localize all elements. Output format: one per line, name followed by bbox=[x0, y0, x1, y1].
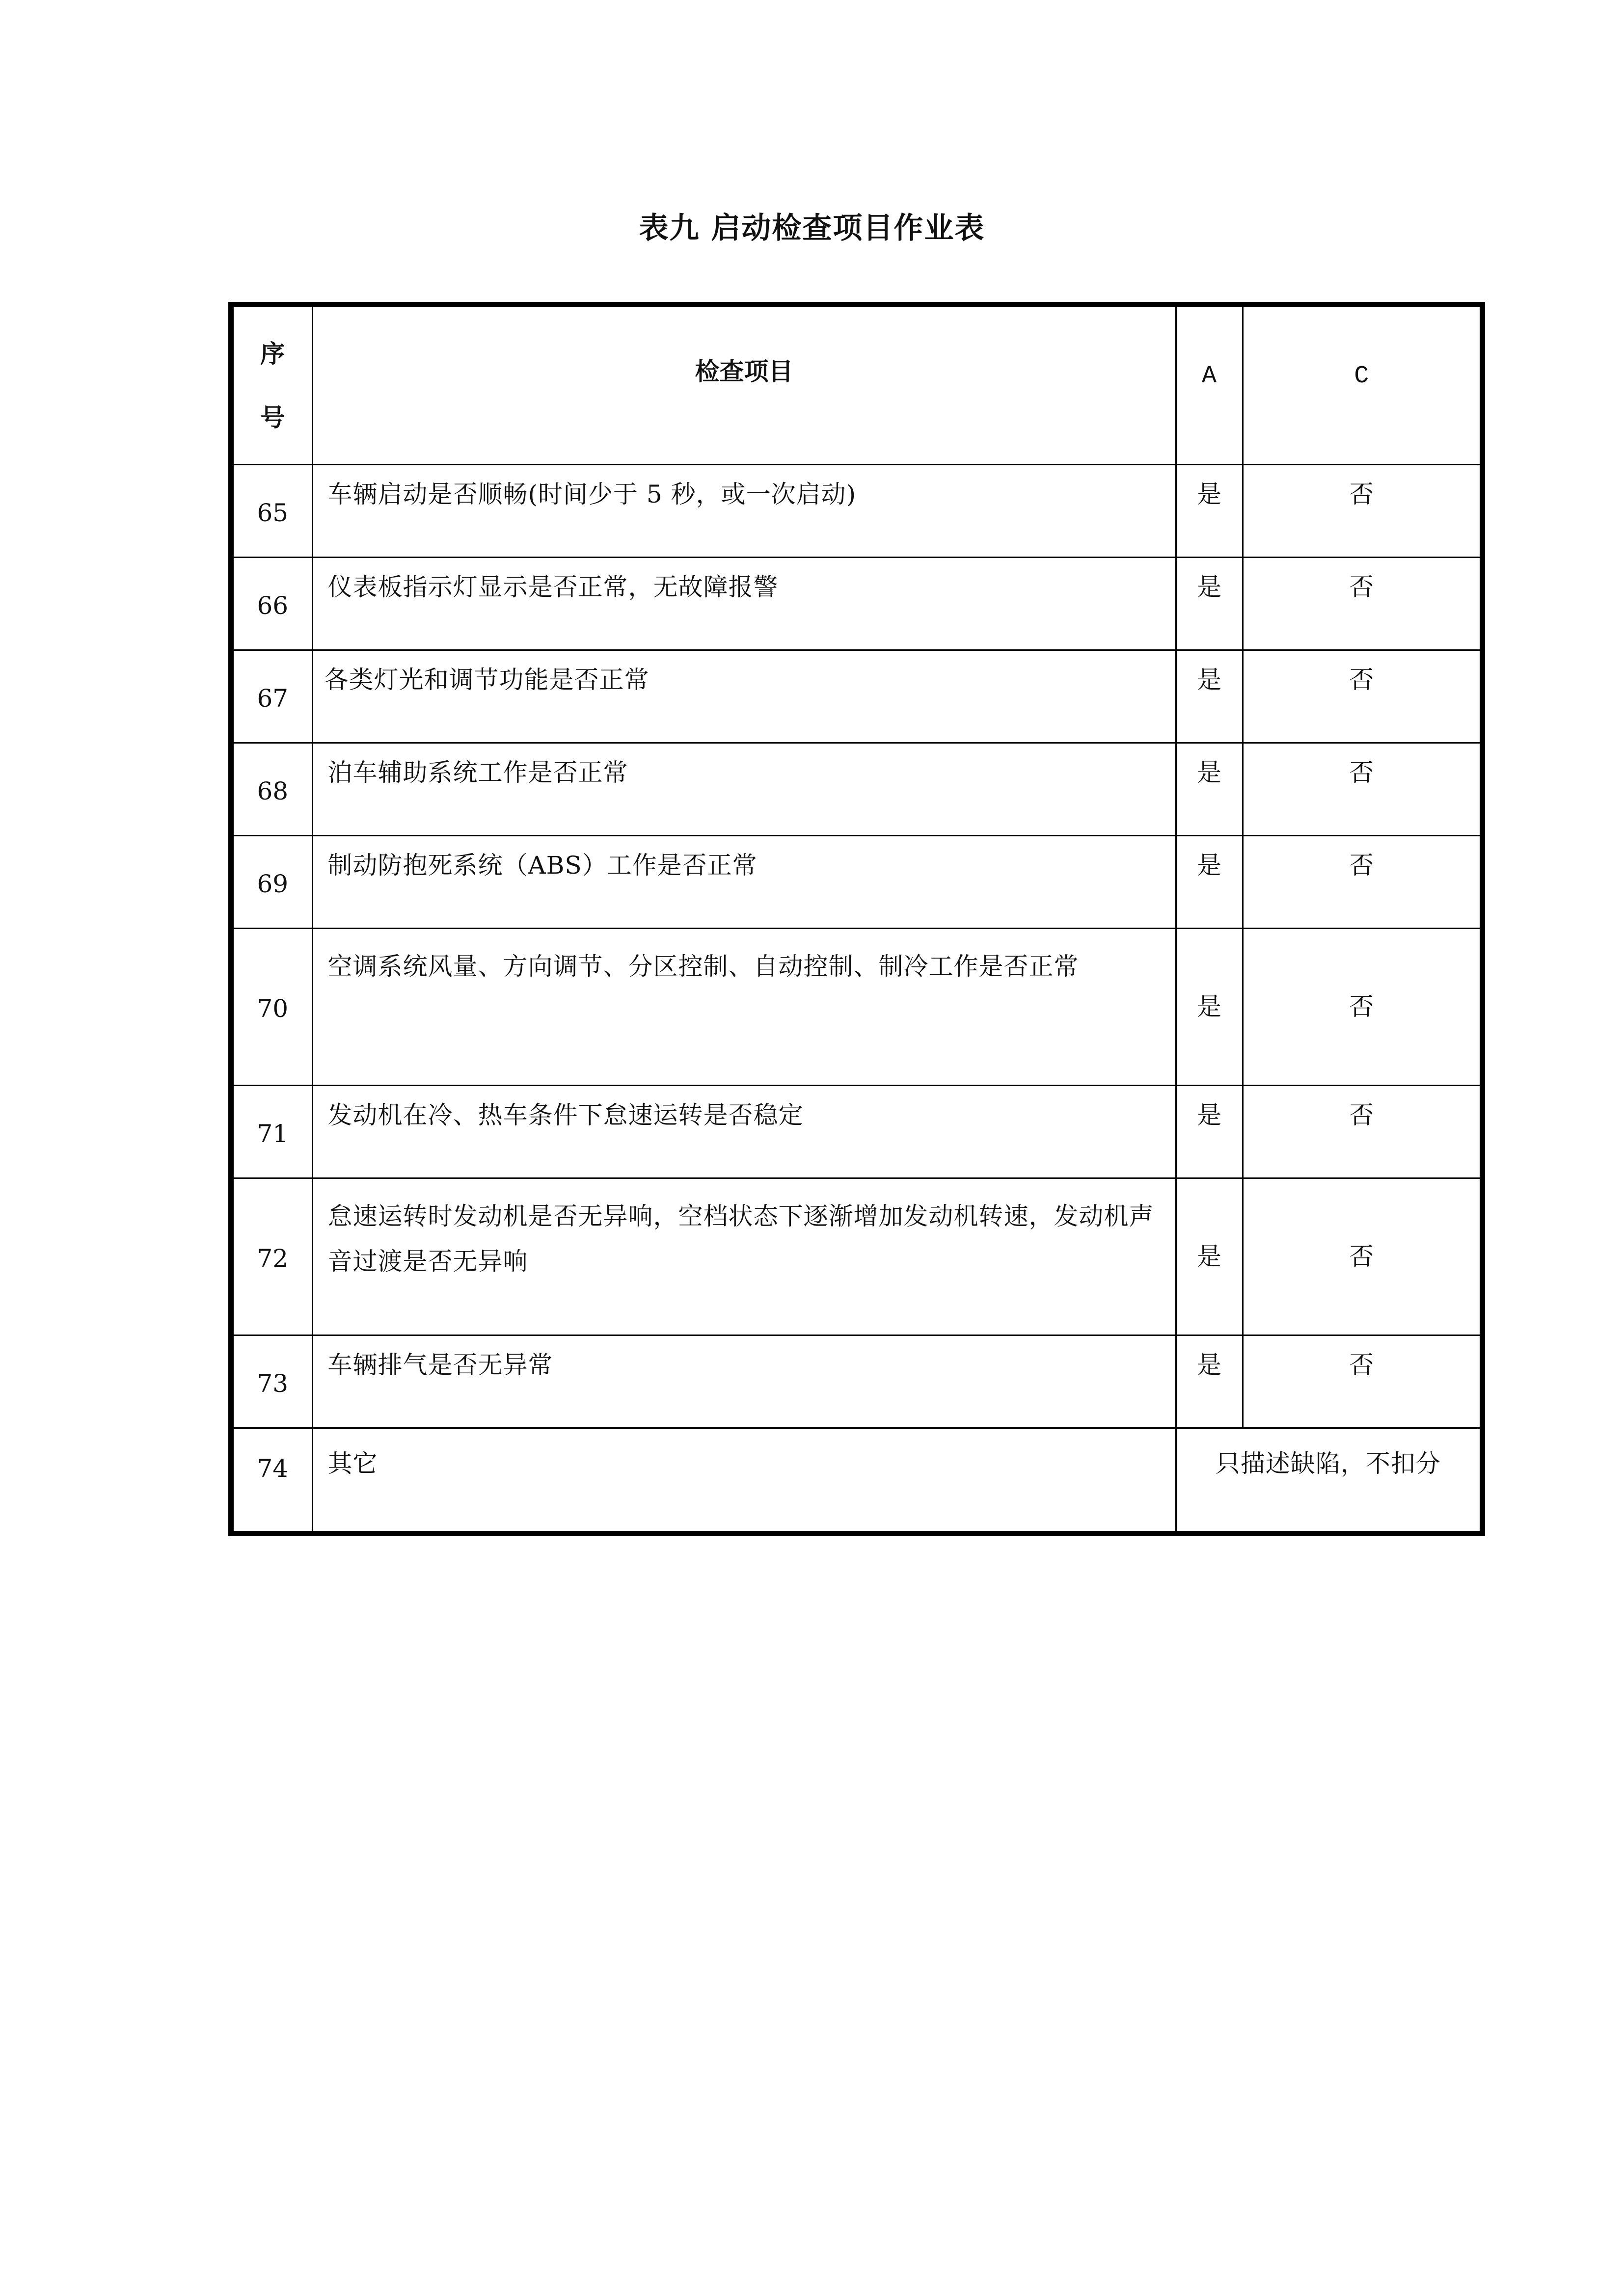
row-col-c: 否 bbox=[1243, 650, 1480, 743]
row-number: 69 bbox=[234, 835, 312, 928]
row-check-item: 发动机在冷、热车条件下怠速运转是否稳定 bbox=[312, 1085, 1176, 1178]
header-check-item: 检查项目 bbox=[312, 307, 1176, 464]
row-check-item: 车辆排气是否无异常 bbox=[312, 1335, 1176, 1428]
table-row bbox=[234, 1178, 1480, 1335]
row-check-item: 制动防抱死系统（ABS）工作是否正常 bbox=[312, 835, 1176, 928]
table-row bbox=[234, 1335, 1480, 1428]
row-col-a: 是 bbox=[1176, 928, 1243, 1085]
row-number: 71 bbox=[234, 1085, 312, 1178]
inspection-table bbox=[228, 302, 1485, 1536]
header-serial-number: 序 号 bbox=[234, 307, 312, 464]
header-col-a: A bbox=[1176, 307, 1243, 464]
row-col-c: 否 bbox=[1243, 835, 1480, 928]
row-number: 73 bbox=[234, 1335, 312, 1428]
row-check-item: 仪表板指示灯显示是否正常，无故障报警 bbox=[312, 557, 1176, 650]
row-note: 只描述缺陷，不扣分 bbox=[1176, 1428, 1480, 1531]
row-col-c: 否 bbox=[1243, 557, 1480, 650]
row-number: 65 bbox=[234, 464, 312, 557]
row-col-a: 是 bbox=[1176, 464, 1243, 557]
row-number: 72 bbox=[234, 1178, 312, 1335]
table-row bbox=[234, 557, 1480, 650]
row-col-c: 否 bbox=[1243, 1178, 1480, 1335]
table-row bbox=[234, 650, 1480, 743]
table-row bbox=[234, 835, 1480, 928]
row-number: 70 bbox=[234, 928, 312, 1085]
table-header-row bbox=[234, 307, 1480, 464]
row-number: 68 bbox=[234, 743, 312, 835]
row-col-c: 否 bbox=[1243, 928, 1480, 1085]
row-col-c: 否 bbox=[1243, 464, 1480, 557]
row-check-item: 车辆启动是否顺畅(时间少于 5 秒，或一次启动) bbox=[312, 464, 1176, 557]
row-number: 66 bbox=[234, 557, 312, 650]
row-col-a: 是 bbox=[1176, 743, 1243, 835]
row-check-item: 怠速运转时发动机是否无异响，空档状态下逐渐增加发动机转速，发动机声音过渡是否无异响 bbox=[312, 1178, 1176, 1335]
header-col-c: C bbox=[1243, 307, 1480, 464]
row-col-c: 否 bbox=[1243, 743, 1480, 835]
table-row bbox=[234, 1085, 1480, 1178]
row-number: 74 bbox=[234, 1428, 312, 1531]
table-row bbox=[234, 928, 1480, 1085]
table-row bbox=[234, 464, 1480, 557]
row-number: 67 bbox=[234, 650, 312, 743]
row-col-c: 否 bbox=[1243, 1085, 1480, 1178]
row-check-item: 空调系统风量、方向调节、分区控制、自动控制、制冷工作是否正常 bbox=[312, 928, 1176, 1085]
table-row bbox=[234, 743, 1480, 835]
page-title: 表九 启动检查项目作业表 bbox=[639, 211, 985, 245]
row-check-item: 其它 bbox=[312, 1428, 1176, 1531]
row-check-item: 各类灯光和调节功能是否正常 bbox=[312, 650, 1176, 743]
row-col-a: 是 bbox=[1176, 557, 1243, 650]
table-row-other bbox=[234, 1428, 1480, 1531]
row-col-a: 是 bbox=[1176, 650, 1243, 743]
row-col-a: 是 bbox=[1176, 1178, 1243, 1335]
row-check-item: 泊车辅助系统工作是否正常 bbox=[312, 743, 1176, 835]
row-col-a: 是 bbox=[1176, 1335, 1243, 1428]
row-col-a: 是 bbox=[1176, 835, 1243, 928]
row-col-a: 是 bbox=[1176, 1085, 1243, 1178]
row-col-c: 否 bbox=[1243, 1335, 1480, 1428]
